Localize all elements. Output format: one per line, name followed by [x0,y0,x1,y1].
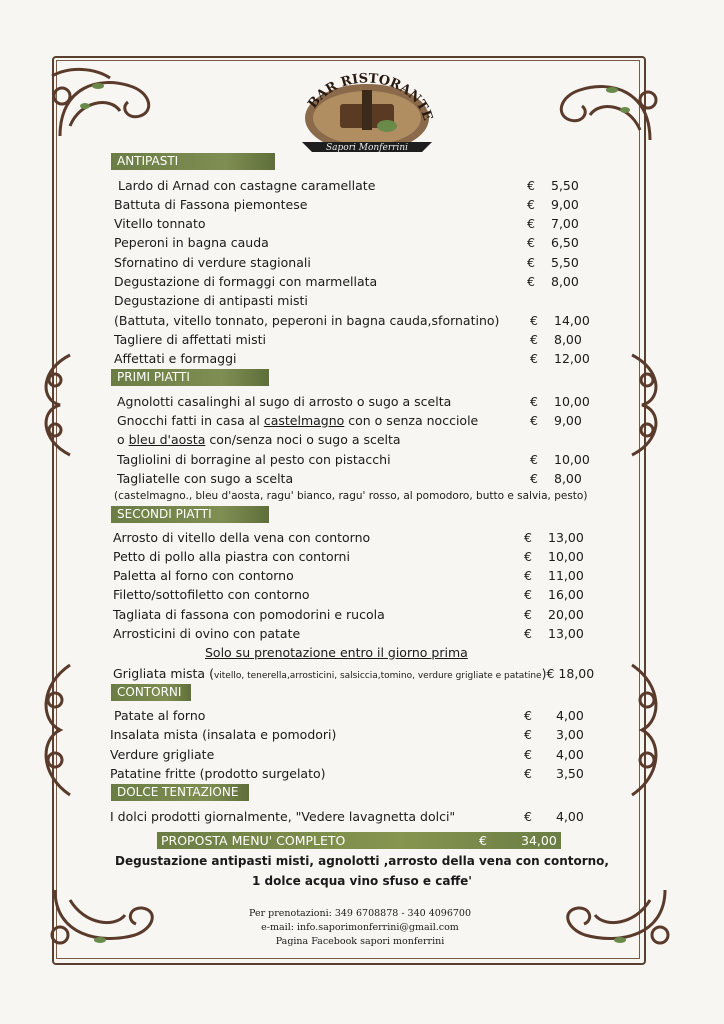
primi-item-price: € 10,00 [530,452,590,467]
section-contorni: CONTORNI [111,684,191,701]
antipasti-item-name: Battuta di Fassona piemontese [114,197,308,212]
antipasti-item-name: Sfornatino di verdure stagionali [114,255,311,270]
proposta-desc-line1: Degustazione antipasti misti, agnolotti ,arrosto della vena con contorno, [115,854,609,868]
primi-item-price: € 8,00 [530,471,582,486]
antipasti-item-name: Affettati e formaggi [114,351,237,366]
antipasti-misti-detail: (Battuta, vitello tonnato, peperoni in bagna cauda,sfornatino) [114,313,500,328]
primi-sauces-note: (castelmagno., bleu d'aosta, ragu' bianco, ragu' rosso, al pomodoro, butto e salvia, pesto) [114,490,588,502]
contorni-item-name: Verdure grigliate [110,747,215,762]
antipasti-item-price: € 6,50 [527,235,579,250]
secondi-item-name: Filetto/sottofiletto con contorno [113,587,310,602]
logo-arc-text: BAR RISTORANTE [305,71,436,123]
antipasti-item-price: € 8,00 [530,332,582,347]
logo-emblem-icon [292,60,442,156]
secondi-item-name: Arrosticini di ovino con patate [113,626,301,641]
section-primi-piatti: PRIMI PIATTI [111,369,269,386]
primi-item-price: € 10,00 [530,394,590,409]
corner-ornament-bottom-left-icon [40,880,180,960]
antipasti-item-name: Vitello tonnato [114,216,206,231]
antipasti-item-price: € 5,50 [527,178,579,193]
footer-email: e-mail: info.saporimonferrini@gmail.com [261,922,459,933]
section-secondi-piatti: SECONDI PIATTI [111,506,269,523]
dolce-item-price: € 4,00 [524,809,584,824]
contorni-item-name: Insalata mista (insalata e pomodori) [110,727,337,742]
antipasti-item-name: Lardo di Arnad con castagne caramellate [118,178,376,193]
side-ornament-right-upper-icon [622,350,672,460]
prenotazione-note: Solo su prenotazione entro il giorno prima [205,645,468,660]
dolce-item-name: I dolci prodotti giornalmente, "Vedere lavagnetta dolci" [110,809,456,824]
primi-item-name: Tagliatelle con sugo a scelta [117,471,294,486]
corner-ornament-bottom-right-icon [540,880,680,960]
proposta-menu-bar [157,832,561,849]
antipasti-item-price: € 12,00 [530,351,590,366]
primi-item-name: Tagliolini di borragine al pesto con pistacchi [117,452,391,467]
antipasti-item-price: € 5,50 [527,255,579,270]
contorni-item-name: Patate al forno [114,708,206,723]
proposta-currency: € [479,833,487,848]
secondi-item-price: € 13,00 [524,626,584,641]
secondi-item-price: € 16,00 [524,587,584,602]
contorni-item-price: € 3,50 [524,766,584,781]
side-ornament-left-upper-icon [30,350,80,460]
primi-gnocchi-line2: o bleu d'aosta con/senza noci o sugo a scelta [117,432,401,447]
antipasti-item-name: Peperoni in bagna cauda [114,235,269,250]
contorni-item-price: € 3,00 [524,727,584,742]
restaurant-logo [292,60,442,156]
antipasti-item-price: € 7,00 [527,216,579,231]
grigliata-mista: Grigliata mista (vitello, tenerella,arrosticini, salsiccia,tomino, verdure grigliate e patatine)€ 18,00 [113,666,595,681]
footer-facebook: Pagina Facebook sapori monferrini [275,936,445,947]
secondi-item-name: Arrosto di vitello della vena con contorno [113,530,371,545]
section-dolce-tentazione: DOLCE TENTAZIONE [111,784,249,801]
side-ornament-right-lower-icon [622,660,672,800]
antipasti-item-name: Tagliere di affettati misti [114,332,267,347]
secondi-item-price: € 10,00 [524,549,584,564]
secondi-item-price: € 20,00 [524,607,584,622]
corner-ornament-top-right-icon [540,60,670,150]
contorni-item-price: € 4,00 [524,708,584,723]
contorni-item-price: € 4,00 [524,747,584,762]
primi-gnocchi-line1: Gnocchi fatti in casa al castelmagno con o senza nocciole [117,413,479,428]
antipasti-item-price: € 9,00 [527,197,579,212]
side-ornament-left-lower-icon [30,660,80,800]
logo-ribbon-text: Sapori Monferrini [326,143,408,153]
secondi-item-name: Paletta al forno con contorno [113,568,294,583]
antipasti-item-price: € 8,00 [527,274,579,289]
antipasti-misti-price: € 14,00 [530,313,590,328]
secondi-item-price: € 11,00 [524,568,584,583]
footer-phone: Per prenotazioni: 349 6708878 - 340 4096700 [248,908,472,919]
contorni-item-name: Patatine fritte (prodotto surgelato) [110,766,326,781]
secondi-item-name: Tagliata di fassona con pomodorini e rucola [113,607,385,622]
antipasti-item-name: Degustazione di formaggi con marmellata [114,274,378,289]
antipasti-misti-name: Degustazione di antipasti misti [114,293,308,308]
primi-item-name: Agnolotti casalinghi al sugo di arrosto o sugo a scelta [117,394,452,409]
proposta-desc-line2: 1 dolce acqua vino sfuso e caffe' [252,874,472,888]
proposta-label: PROPOSTA MENU' COMPLETO [161,833,346,848]
section-antipasti: ANTIPASTI [111,153,275,170]
secondi-item-price: € 13,00 [524,530,584,545]
secondi-item-name: Petto di pollo alla piastra con contorni [113,549,350,564]
primi-item-price: € 9,00 [530,413,582,428]
corner-ornament-top-left-icon [40,56,170,146]
proposta-price: 34,00 [521,833,557,848]
